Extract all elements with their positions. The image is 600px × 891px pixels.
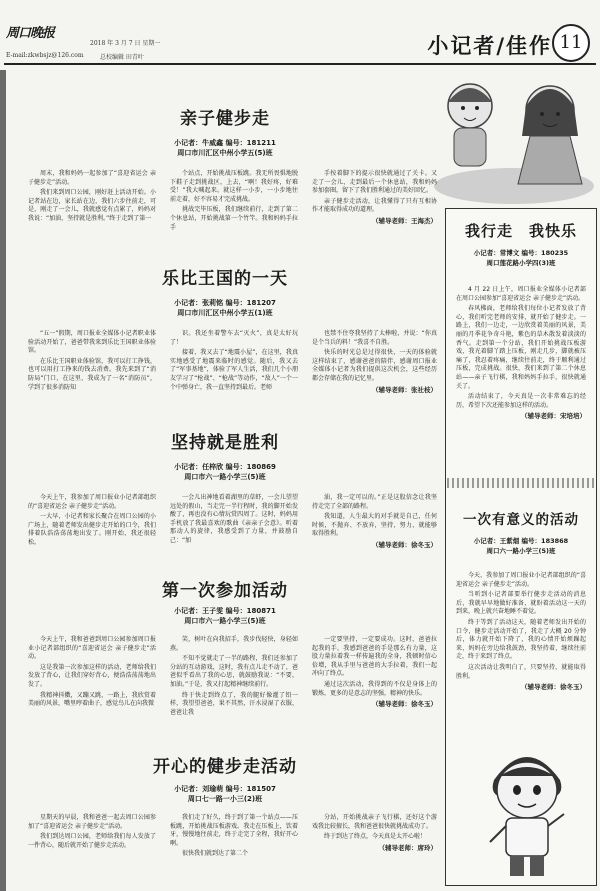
article-author: 小记者：任梓欣 编号：180869 bbox=[174, 463, 276, 471]
paragraph: 我知道，人生最大的对手就是自己，任何时候，不抛弃、不放弃，坚持，努力，就能够取得胜利。 bbox=[312, 513, 437, 538]
paragraph: 我们到达周口公园，老师给我们每人发放了一件背心，随后就开始了健步走活动。 bbox=[28, 833, 156, 849]
article-school: 周口市川汇区中州小学五(1)班 bbox=[177, 309, 273, 317]
sidebar-article-1 bbox=[448, 212, 594, 476]
paragraph: 星期天的早晨，我和爸爸一起去周口公园参加了“喜迎省运会 亲子健步走”活动。 bbox=[28, 814, 156, 830]
paragraph: 一会儿出神地看着湖里的草虾，一会儿望望远处的假山，当走完一半行程时，我的脚开始发酸了，再也没有心情玩赏四周了。这时，妈妈用手机放了我最喜欢的歌曲《亲亲子会意》。听着那动人的旋律，我感受到了力量，并鼓励自己：“加 bbox=[170, 494, 298, 544]
article-column bbox=[312, 330, 437, 394]
paragraph: 不知不觉就走了一半的路程，我们还参加了分站的互动游戏，这时，我有点儿走不动了，爸爸似乎看出了我的心思，就鼓励我说：“不要，加油。”于是，我又打起精神继续前行。 bbox=[170, 655, 298, 688]
article-title: 乐比王国的一天 bbox=[162, 269, 288, 289]
article-author: 小记者：刘瑜萌 编号：181507 bbox=[174, 785, 276, 793]
paragraph: 这是我第一次参加这样的活动，老师给我们发放了背心，让我们穿好背心，便浩浩荡荡地出发了。 bbox=[28, 663, 156, 688]
paragraph: 当听到小记者部要举行健步走活动的消息后，我就早早地做好准备，就盼着活动这一天的到来，晚上就兴奋地睡不着觉。 bbox=[456, 591, 586, 616]
sidebar-divider-strip bbox=[447, 478, 595, 488]
paragraph: 在乐比王国职业体验馆，我可以打工挣钱，也可以用打工挣来的钱去消费。我先来到了“消防局”门口，在这里，我成为了一名“消防员”，学到了很多消防知 bbox=[28, 357, 156, 391]
paragraph: 一定要坚持，一定要成功。这时，爸爸拉起我的手，我感到爸爸的手是那么有力量，这股力量拉着我一样传遍我的全身，我顿时信心倍增，我从手里与爸爸的大手拉着，我们一起冲向了终点。 bbox=[312, 636, 437, 678]
paragraph: 识。我还坐着警车去“灭火”，真是太好玩了！ bbox=[170, 330, 298, 346]
article-school: 周口市川汇区中州小学五(5)班 bbox=[177, 149, 273, 157]
article-1 bbox=[10, 70, 440, 260]
masthead-rule bbox=[4, 63, 596, 65]
section-title: 小记者/佳作 bbox=[427, 33, 552, 58]
article-column bbox=[456, 572, 586, 692]
article-author: 小记者：常博文 编号：180235 bbox=[473, 249, 569, 257]
article-column bbox=[28, 636, 156, 711]
article-school: 周口市六一路小学三(5)班 bbox=[184, 617, 266, 625]
paragraph: 手按着脚下的提示很快就通过了关卡。又走了一会儿，走到最后一个休息站，我和妈妈参加套圈，留下了我们胜利通过的美好回忆。 bbox=[312, 170, 437, 195]
article-column bbox=[28, 170, 156, 226]
article-author: 小记者：牛威鑫 编号：181211 bbox=[174, 139, 276, 147]
paragraph: 一大早，小记者和家长聚合在周口公园的小广场上，随着老师发出健步走开始的口令，我们排着队浩浩荡荡地出发了。刚开始，我还很轻松。 bbox=[28, 513, 156, 546]
article-3 bbox=[10, 426, 440, 566]
paragraph: “五一”假期，周口报业全媒体小记者职业体验活动开始了，爸爸带我来到乐比王国职业体验馆。 bbox=[28, 330, 156, 355]
article-column bbox=[312, 494, 437, 550]
paragraph: 活动结束了，今天真是一次非常难忘的经历，希望下次还能参加这样的活动。 bbox=[456, 393, 586, 409]
article-school: 周口六一路小学三(5)班 bbox=[486, 547, 556, 555]
newspaper-logo: 周口晚报 bbox=[6, 26, 55, 41]
article-title: 坚持就是胜利 bbox=[171, 433, 279, 453]
article-column bbox=[170, 494, 298, 548]
teacher-credit: （辅导老师：徐冬玉） bbox=[521, 683, 586, 692]
article-title: 第一次参加活动 bbox=[162, 581, 288, 601]
article-school: 周口市六一路小学三(5)班 bbox=[184, 473, 266, 481]
article-5 bbox=[10, 750, 440, 890]
article-school: 周口七一路一小三(2)班 bbox=[187, 795, 263, 803]
masthead bbox=[0, 0, 600, 70]
article-4 bbox=[10, 574, 440, 744]
paragraph: 快乐的时光总是过得很快，一天的体验就这样结束了，感谢爸爸的陪伴，感谢周口报业全媒体小记者为我们提供这次机会，这些经历都会存储在我的记忆里。 bbox=[312, 349, 437, 382]
paragraph: 我们来到周口公园，刚好赶上活动开始。小记者站在边，家长站在边，我们六步往前走，可是，刚走了一会儿，我就感觉有点累了，妈妈对我说：“加油，坚持就是胜利。”终于走到了第一 bbox=[28, 189, 156, 222]
teacher-credit: （辅导老师：王海杰） bbox=[372, 216, 437, 225]
paragraph: 终于快走到终点了，我的腿好像灌了铅一样，我望望爸爸，果不其然，汗水浸湿了衣服，爸爸让我 bbox=[170, 691, 298, 716]
teacher-credit: （辅导老师：徐冬玉） bbox=[372, 700, 437, 709]
article-column bbox=[170, 170, 298, 234]
paragraph: 分站，开始挑战亲子飞行棋，还好这个游戏我比较擅长，我和爸爸很快就挑战成功了。 bbox=[312, 814, 437, 830]
paragraph: 个站点，开始挑战压板跳。我无所畏惧地脱下鞋子走到挑战区，上去，“啊！我好疼，好难受！”我大喊起来。就这样一小步，一小步地往前走着，好不容易才完成挑战。 bbox=[170, 170, 298, 203]
paragraph: 通过这次活动，我得到的不仅是身体上的锻炼，更多的是意志的坚强，精神的快乐。 bbox=[312, 680, 437, 697]
article-column bbox=[170, 814, 298, 861]
paragraph: 4 月 22 日上午，周口报业全媒体小记者部在周口公园参加“喜迎省运会 亲子健步走”活动。 bbox=[456, 286, 586, 302]
article-author: 小记者：王子雯 编号：180871 bbox=[174, 607, 276, 615]
paragraph: 油，我一定可以的。”正是这股信念让我坚持走完了全部的路程。 bbox=[312, 494, 437, 510]
article-column bbox=[312, 636, 437, 709]
sidebar-article-2 bbox=[448, 494, 594, 724]
paragraph: 我精神抖擞，又蹦又跳，一路上，我欣赏着美丽的风景，嘴里哼着曲子，感觉鸟儿在向我微 bbox=[28, 691, 156, 708]
article-author: 小记者：张莉铭 编号：181207 bbox=[174, 299, 276, 307]
article-column bbox=[170, 330, 298, 394]
article-column bbox=[456, 286, 586, 421]
article-column bbox=[312, 814, 437, 852]
left-margin-bar bbox=[0, 70, 6, 891]
teacher-credit: （辅导老师：席玲） bbox=[378, 843, 437, 852]
paragraph: 今天，我参加了周口报业小记者部组织的“喜迎省运会 亲子健步走”活动。 bbox=[456, 572, 586, 588]
paragraph: 终于等到了活动这天，随着老师发出开始的口令，健步走活动开始了，我走了大概 20 分钟后，体力就开始下降了，我的心情开始烦躁起来，妈妈在旁边给我鼓劲，我坚持着，继续往前走，终于来到了终点。 bbox=[456, 618, 586, 661]
paragraph: 笑，树叶在向我招手，我步伐轻快，身轻如燕。 bbox=[170, 636, 298, 652]
article-school: 周口莲花路小学四(3)班 bbox=[486, 259, 556, 267]
article-column bbox=[170, 636, 298, 719]
teacher-credit: （辅导老师：徐冬玉） bbox=[372, 540, 437, 549]
article-title: 我行走 我快乐 bbox=[464, 222, 577, 240]
paragraph: 我们走了好久，终于到了第一个站点——压板跳，开始挑战压板游戏。我走在压板上，饮着牙，慢慢地往前走，终于走完了全程，我好开心啊。 bbox=[170, 814, 298, 847]
article-2 bbox=[10, 262, 440, 412]
article-column bbox=[28, 330, 156, 394]
paragraph: 终于到达了终点，今天真是太开心啦！ bbox=[324, 833, 427, 841]
paragraph: 接着，我又去了“地震小屋”，在这里，我真实地感受了地震来临时的感觉。随后，我又去了“军事基地”，体验了军人生活，我们几个小朋友学习了“枪战”、“枪战”等动作，“敌人”一个一个中弹身亡，我一直坚持到最后。老师 bbox=[170, 349, 298, 391]
paragraph: 春风拂面，老师给我们每位小记者发放了背心，我们听完老师的安排，就开始了健步走。一路上，我们一边走，一边欣赏着美丽的风景，美丽的月季花争奇斗艳，紫色的草木散发着淡淡的香气。走到第一个分站，我们开始挑战压板游戏，我光着脚丫踏上压板，刚走几步，脚就被压痛了，我忍着疼痛，继续往前走，终于顺利通过压板，完成挑战。很快，我们来到了第二个休息站——亲子飞行棋，我和妈妈手拉手，很快就通关了。 bbox=[456, 305, 586, 390]
paragraph: 今天上午，我参加了周口报业小记者部组织的“喜迎省运会 亲子健步走”活动。 bbox=[28, 494, 156, 510]
email: E-mail:zkwbsjz@126.com bbox=[6, 52, 84, 59]
paragraph: 亲子健步走活动，让我懂得了只有互相协作才能取得成功的道理。 bbox=[312, 197, 437, 214]
paragraph: 也禁不住夸我坚持了太棒啦，并说：“你真是个当兵的料！”我喜不自胜。 bbox=[312, 330, 437, 346]
paragraph: 很快我们就到达了第二个 bbox=[182, 850, 249, 858]
children-cartoon-illustration bbox=[430, 66, 598, 206]
editor: 总校编辑 田青叶 bbox=[100, 54, 144, 61]
page-number-badge: 11 bbox=[552, 24, 590, 62]
article-title: 一次有意义的活动 bbox=[463, 512, 579, 528]
teacher-credit: （辅导老师：张社枝） bbox=[372, 385, 437, 394]
boy-cartoon-illustration bbox=[472, 730, 582, 880]
paragraph: 周末，我和妈妈一起参加了“喜迎省运会 亲子健步走”活动。 bbox=[28, 170, 156, 186]
article-column bbox=[28, 814, 156, 852]
article-title: 亲子健步走 bbox=[180, 109, 270, 129]
article-column bbox=[312, 170, 437, 226]
paragraph: 这次活动让我明白了，只要坚持，就能取得胜利。 bbox=[456, 663, 586, 680]
article-author: 小记者：王紫烟 编号：183868 bbox=[473, 537, 569, 545]
date-line: 2018 年 3 月 7 日 星期一 bbox=[90, 40, 161, 47]
paragraph: 今天上午，我和爸爸到周口公园参加周口报业小记者部组织的“喜迎省运会 亲子健步走”活动。 bbox=[28, 636, 156, 661]
article-column bbox=[28, 494, 156, 550]
paragraph: 挑战完毕压板，我们继续前行，走到了第二个休息站，开始挑战第一个竹竿。我和妈妈手拉手 bbox=[170, 206, 298, 231]
article-title: 开心的健步走活动 bbox=[153, 757, 297, 777]
teacher-credit: （辅导老师：宋培培） bbox=[521, 412, 586, 421]
